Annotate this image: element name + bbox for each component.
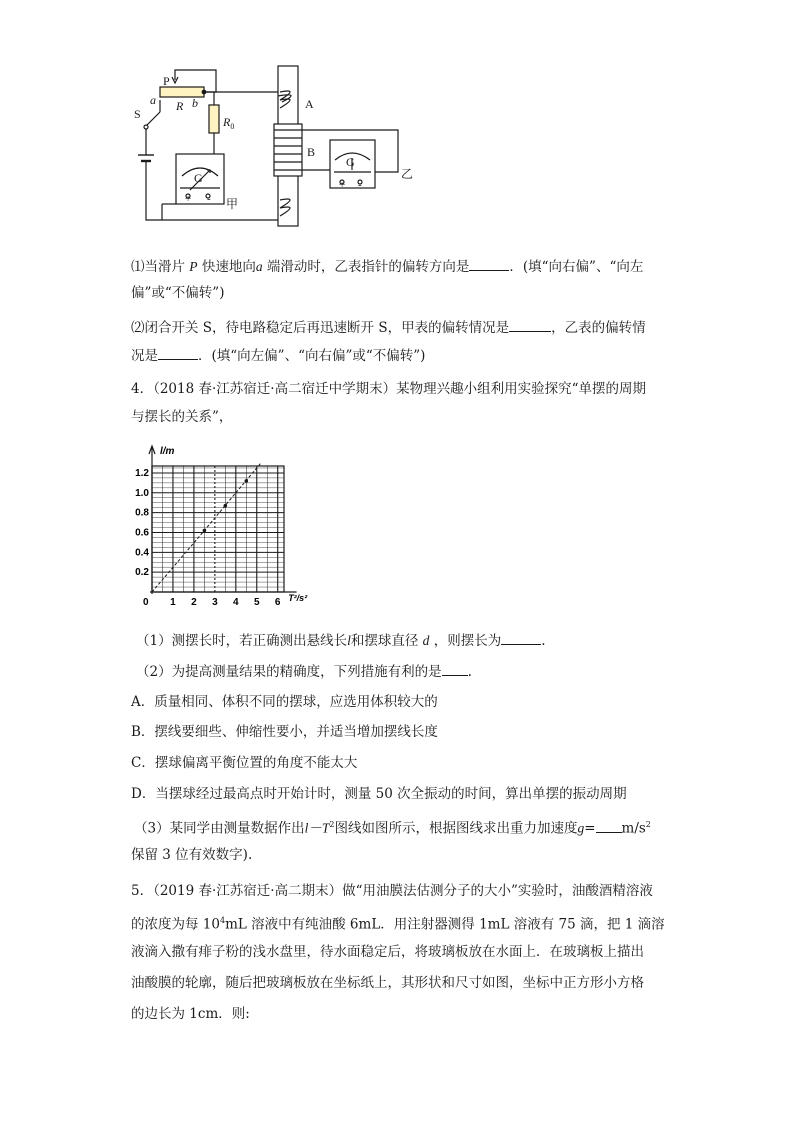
label-jia: 甲	[226, 197, 239, 211]
y-tick-label: 1.2	[135, 467, 149, 479]
label-plus-1: +	[185, 193, 192, 205]
q4-option-d: D．当摆球经过最高点时开始计时，测量 50 次全振动的时间，算出单摆的振动周期	[131, 786, 627, 802]
q5-line3: 液滴入撒有痱子粉的浅水盘里，待水面稳定后，将玻璃板放在水面上．在玻璃板上描出	[131, 944, 644, 960]
y-tick-label: 0.4	[135, 547, 149, 559]
answer-blank[interactable]	[158, 345, 198, 360]
y-tick-label: 0.2	[135, 567, 149, 579]
data-point	[244, 479, 248, 483]
data-point	[203, 529, 207, 533]
label-minus-2: -	[358, 179, 362, 191]
label-R0: $R_0$	[223, 115, 235, 131]
q4-sub3: （3）某同学由测量数据作出$l-T^2$图线如图所示，根据图线求出重力加速度$g= m/s^2$	[134, 815, 651, 839]
q4-option-a: A．质量相同、体积不同的摆球，应选用体积较大的	[131, 694, 438, 710]
l-T2-chart	[130, 440, 330, 616]
q3-part2-line2: 况是 ．(填“向左偏”、“向右偏”或“不偏转”)	[131, 345, 425, 366]
x-tick-label: 1	[170, 597, 176, 608]
q4-sub3-line2: 保留 3 位有效数字).	[131, 847, 253, 863]
q4-sub2: （2）为提高测量结果的精确度，下列措施有利的是 .	[136, 661, 472, 682]
answer-blank[interactable]	[442, 661, 468, 676]
q4-intro-line1: 4．（2018 春·江苏宿迁·高二宿迁中学期末）某物理兴趣小组利用实验探究“单摆的周期	[131, 381, 646, 397]
q4-intro-line2: 与摆长的关系”，	[131, 409, 233, 425]
q5-line4: 油酸膜的轮廓，随后把玻璃板放在坐标纸上，其形状和尺寸如图，坐标中正方形小方格	[131, 975, 644, 991]
q3-part1-line1: ⑴当滑片 P 快速地向a 端滑动时，乙表指针的偏转方向是 ．(填“向右偏”、“向左	[131, 256, 643, 277]
label-plus-2: +	[339, 179, 346, 191]
q4-option-b: B．摆线要细些、伸缩性要小，并适当增加摆线长度	[131, 724, 438, 740]
label-A: A	[305, 97, 314, 111]
label-minus-1: -	[207, 193, 211, 205]
q4-option-c: C．摆球偏离平衡位置的角度不能太大	[131, 755, 358, 771]
x-tick-label: 5	[253, 597, 260, 608]
label-G2: G	[346, 155, 355, 169]
y-tick-label: 0.8	[135, 507, 149, 519]
x-tick-label: 2	[191, 597, 197, 608]
answer-blank[interactable]	[509, 317, 551, 332]
label-S: S	[134, 107, 141, 121]
q5-line1: 5．（2019 春·江苏宿迁·高二期末）做“用油膜法估测分子的大小”实验时，油酸酒精溶液	[131, 883, 653, 899]
y-tick-label: 1.0	[135, 487, 149, 499]
x-tick-label: 6	[274, 597, 281, 608]
answer-blank[interactable]	[469, 256, 509, 271]
origin-label: 0	[143, 597, 149, 608]
circuit-diagram	[130, 60, 420, 230]
label-yi: 乙	[401, 167, 414, 181]
label-b: b	[192, 96, 198, 110]
q3-part2-line1: ⑵闭合开关 S，待电路稳定后再迅速断开 S，甲表的偏转情况是 ，乙表的偏转情	[131, 317, 646, 338]
q4-sub1: （1）测摆长时，若正确测出悬线长l和摆球直径 d ，则摆长为 .	[136, 630, 546, 651]
x-tick-label: 3	[212, 597, 218, 608]
y-axis-label: l/m	[160, 446, 175, 457]
y-tick-label: 0.6	[135, 527, 149, 539]
q3-part1-line2: 偏”或“不偏转”)	[131, 285, 225, 301]
answer-blank[interactable]	[596, 818, 622, 833]
label-P: P	[163, 74, 170, 88]
data-point	[224, 504, 228, 508]
x-axis-label: T²/s²	[288, 593, 308, 603]
label-a: a	[150, 93, 156, 107]
label-R: R	[176, 99, 184, 113]
q5-line2: 的浓度为每 $10^4mL$ 溶液中有纯油酸 6mL．用注射器测得 1mL 溶液有 75 滴，把 1 滴溶	[131, 916, 665, 933]
x-tick-label: 4	[233, 597, 239, 608]
plot-frame	[152, 466, 284, 592]
label-G1: G	[194, 171, 203, 185]
label-B: B	[307, 145, 316, 159]
q5-line5: 的边长为 1cm．则:	[131, 1006, 250, 1022]
answer-blank[interactable]	[501, 630, 541, 645]
